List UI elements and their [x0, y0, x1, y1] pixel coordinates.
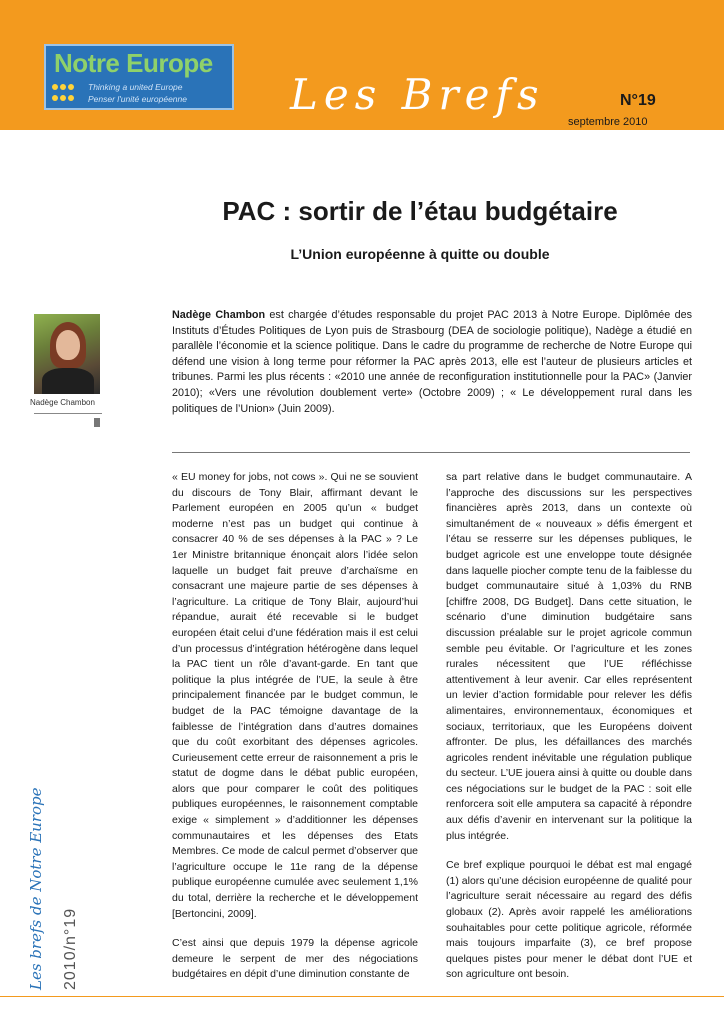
author-bio-text: est chargée d’études responsable du projet PAC 2013 à Notre Europe. Diplômée des Instituts d’Études Politiques de Lyon puis de Strasbourg (DEA de sociologie politique), Nadège a étudié en parallèle l’économie et la science politique. Dans le cadre du programme de recherche de Notre Europe qui défend une vision à long terme pour réformer la PAC après 2013, elle est l’auteur de plusieurs articles et tribunes. Parmi les plus récents : «2010 une année de reconfiguration institutionnelle pour la PAC» (Janvier 2010); «Vers une révolution doublement verte» (Octobre 2009) ; « Le développement rural dans les politiques de l’Union» (Juin 2009). — [172, 309, 692, 415]
eu-stars-icon — [52, 84, 80, 104]
caption-divider — [34, 413, 102, 414]
logo-title: Notre Europe — [54, 48, 213, 78]
paragraph: C’est ainsi que depuis 1979 la dépense agricole demeure le serpent de mer des négociations budgétaires en dépit d’une diminution constante de — [172, 937, 418, 981]
article-title: PAC : sortir de l’étau budgétaire — [222, 196, 618, 226]
paragraph: Ce bref explique pourquoi le débat est mal engagé (1) alors qu’une décision européenne de qualité pour l’agriculture serait nécessaire au regard des défis globaux (2). Après avoir rappelé les améliorations souhaitables pour cette politique agricole, réformée mais toujours imparfaite (3), ce bref propose quelques pistes pour mener le débat dont l’UE et son agriculture ont besoin. — [446, 859, 692, 981]
body-column-right — [446, 470, 692, 997]
notre-europe-logo — [44, 44, 234, 110]
sidebar-series — [26, 787, 45, 990]
logo-tagline-fr: Penser l'unité européenne — [88, 94, 187, 104]
author-photo-caption: Nadège Chambon — [30, 398, 95, 407]
section-divider — [172, 452, 690, 453]
caption-marker — [94, 418, 100, 427]
author-photo — [34, 314, 100, 394]
header-band — [0, 0, 724, 130]
sidebar-issue-number: 2010/n°19 — [62, 907, 79, 990]
paragraph: « EU money for jobs, not cows ». Qui ne se souvient du discours de Tony Blair, affirmant devant le Parlement européen en 2005 qu’un « budget moderne n’est pas un budget qui continue à consacrer 40 % de ses dépenses à la PAC » ? Le 1er Ministre britannique énonçait alors l’idée selon laquelle un budget fait preuve d’archaïsme en consacrant une majeure partie de ses dépenses à l’agriculture. La critique de Tony Blair, aujourd’hui répandue, aurait été recevable si le budget européen était celui d’une fédération mais il est celui d’un processus d’intégration hétérogène dans lequel la PAC tient un rôle d’avant-garde. En tant que politique la plus intégrée de l’UE, la seule à être principalement financée par le budget commun, le budget de la PAC témoigne davantage de la faiblesse de l’intégration dans d’autres domaines que du coût exorbitant des dépenses agricoles. Curieusement cette erreur de raisonnement a pris le statut de dogme dans le débat public européen, alors que pour comparer le coût des politiques publiques européennes, le raisonnement comptable exige « simplement » d’additionner les dépenses communautaires et les dépenses des Etats Membres. Ce mode de calcul permet d’observer que l’agriculture occupe le 11e rang de la dépense publique européenne cumulée avec seulement 1,1% du total, derrière la recherche et le développement [Bertoncini, 2009]. — [172, 471, 418, 920]
body-column-left — [172, 470, 418, 997]
logo-tagline-en: Thinking a united Europe — [88, 82, 183, 92]
author-bio — [172, 308, 692, 417]
issue-date: septembre 2010 — [568, 116, 648, 128]
sidebar-series-label: Les brefs de Notre Europe — [27, 787, 45, 990]
issue-number: N°19 — [620, 92, 656, 109]
article-subtitle: L’Union européenne à quitte ou double — [290, 246, 550, 262]
paragraph: sa part relative dans le budget communautaire. A l’approche des discussions sur les perspectives financières après 2013, dans un contexte où simultanément de « nouveaux » défis émergent et l’étau se resserre sur les dépenses publiques, le budget agricole est une enveloppe toute désignée dans laquelle piocher compte tenu de la faiblesse du budget communautaire situé à 1,03% du RNB [chiffre 2008, DG Budget]. Dans cette situation, le scénario d’une diminution budgétaire sans discussion préalable sur le projet agricole commun semble peu évitable. Or l’agriculture et les zones rurales nécessitent que l’UE réfléchisse attentivement à leur avenir. Car elles représentent un levier d’action formidable pour relever les défis alimentaires, environnementaux, économiques et sociaux, territoriaux, que les Européens doivent affronter. De plus, les défaillances des marchés agricoles rendent inévitable une régulation publique du secteur. L’UE jouera ainsi à quitte ou double dans ces négociations sur le budget de la PAC : soit elle renforcera soit elle amputera sa capacité à répondre aux défis d’avenir en intervenant sur la politique la plus intégrée. — [446, 471, 692, 842]
author-name: Nadège Chambon — [172, 309, 266, 321]
footer-divider — [0, 996, 724, 997]
publication-brand: Les Brefs — [290, 70, 545, 119]
